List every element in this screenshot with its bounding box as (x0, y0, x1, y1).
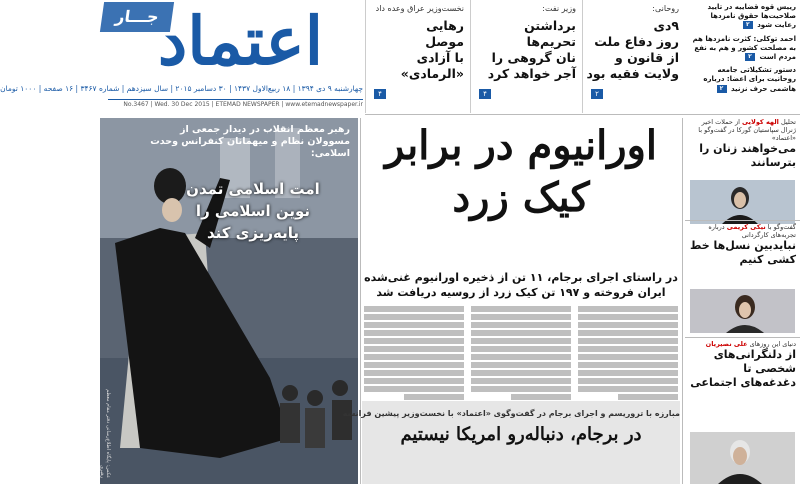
page-number-icon: ۲ (591, 89, 603, 99)
brief-item[interactable]: رییس قوه قضاییه در تایید صلاحیت‌ها حقوق نامزدها رعایت شود ۲ (707, 3, 796, 30)
bottom-kicker: مبارزه با تروریسم و اجرای برجام در گفت‌وگوی «اعتماد» با نخست‌وزیر پیشین فرانسه (342, 409, 680, 418)
story-author: نیکی کریمی (726, 223, 766, 231)
teaser-kicker: وزیر نفت: (542, 4, 576, 13)
teaser-line: برداشتن (524, 18, 576, 33)
portrait-image (690, 289, 795, 333)
teaser-kicker: روحانی: (652, 4, 679, 13)
right-story[interactable] (685, 118, 800, 218)
story-author: علی نصیریان (705, 340, 748, 348)
column-divider (682, 118, 683, 484)
story-headline: از دلنگرانی‌های شخصی تا دغدغه‌های اجتماعی (690, 348, 796, 389)
body-column (471, 306, 571, 416)
body-column (364, 306, 464, 416)
lead-photo[interactable] (100, 118, 358, 484)
teaser-rouhani[interactable] (582, 0, 685, 113)
teaser-line: با آزادی (416, 50, 464, 65)
page-number-icon: ۲ (743, 21, 753, 29)
teaser-line: ولایت فقیه بود (586, 66, 679, 81)
story-headline: می‌خواهند زنان را بترسانند (699, 142, 796, 169)
portrait-image (690, 180, 795, 224)
page-number-icon: ۴ (479, 89, 491, 99)
main-body-text (342, 306, 680, 418)
teaser-line: از قانون و (614, 50, 679, 65)
main-story (342, 118, 680, 484)
teaser-ramadi[interactable] (365, 0, 470, 113)
photo-headline[interactable]: امت اسلامی تمدن نوین اسلامی را پایه‌ریزی کند (186, 180, 320, 242)
photo-credit: عکس: پایگاه اطلاع‌رسانی دفتر مقام معظم رهبری (99, 388, 111, 478)
story-kicker: گفت‌وگو با نیکی کریمی درباره تجربه‌های کارگردانی (708, 223, 796, 239)
photo-caption: رهبر معظم انقلاب در دیدار جمعی از مسوولان نظام و میهمانان کنفرانس وحدت اسلامی: (150, 124, 350, 159)
teaser-kicker: نخست‌وزیر عراق وعده داد (375, 4, 464, 13)
brief-item[interactable]: احمد توکلی: کثرت نامزدها هم به مصلحت کشور و هم به نفع مردم است ۲ (692, 34, 796, 62)
teaser-line: موصل (425, 34, 464, 49)
teaser-line: روز دفاع ملت (594, 34, 679, 49)
bottom-headline: در برجام، دنباله‌رو امریکا نیستیم (400, 424, 642, 445)
story-kicker: دنیای این روزهای علی نصیریان (705, 340, 796, 348)
main-subhead: در راستای اجرای برجام، ۱۱ تن از ذخیره اورانیوم غنی‌شده ایران فروخته و ۱۹۷ تن کیک زرد از روسیه دریافت شد (364, 271, 678, 299)
right-story[interactable] (685, 340, 800, 484)
masthead (0, 0, 800, 115)
teaser-line: ۹دی (653, 18, 679, 33)
teaser-oil-minister[interactable] (470, 0, 582, 113)
teaser-line: رهایی (426, 18, 464, 33)
divider (685, 337, 800, 338)
story-kicker: تحلیل الهه کولایی از حملات اخیر ژنرال سپاستیان گورکا در گفت‌وگو با «اعتماد» (698, 118, 796, 142)
body-column (578, 306, 678, 416)
story-headline: نبایدبین نسل‌ها خط کشی کنیم (689, 239, 796, 266)
page-number-icon: ۲ (717, 85, 727, 93)
story-author: الهه کولایی (741, 118, 779, 126)
teaser-line: تحریم‌ها (526, 34, 576, 49)
date-line: چهارشنبه ۹ دی ۱۳۹۴ | ۱۸ ربیع‌الاول ۱۴۳۷ | ۳۰ دسامبر ۲۰۱۵ | سال سیزدهم | شماره ۳۴۶۷ | ۱۶ صفحه | ۱۰۰۰ تومان (0, 84, 363, 93)
bottom-story[interactable] (342, 401, 680, 484)
page-number-icon: ۴ (374, 89, 386, 99)
main-headline[interactable]: اورانیوم در برابر کیک زرد (385, 122, 657, 221)
right-story[interactable] (685, 223, 800, 335)
leader-photo-illustration (100, 118, 358, 484)
jar-tag: جـــار (100, 2, 174, 32)
teaser-line: «الرمادی» (400, 66, 464, 81)
brief-item[interactable]: دستور تشکیلاتی جامعه روحانیت برای اعضا: درباره هاشمی حرف نزنید ۲ (703, 66, 796, 93)
newspaper-logo[interactable]: اعتماد (157, 2, 324, 80)
teaser-line: نان گروهی را (491, 50, 576, 65)
briefs-column (685, 0, 800, 113)
column-divider (360, 118, 361, 484)
page-number-icon: ۲ (745, 53, 755, 61)
logo-area (0, 0, 365, 115)
portrait-image (690, 432, 795, 484)
teaser-line: آجر خواهد کرد (487, 66, 576, 81)
issue-line: No.3467 | Wed. 30 Dec 2015 | ETEMAD NEWSPAPER | www.etemadnewspaper.ir (108, 99, 363, 111)
divider (685, 220, 800, 221)
right-column (685, 118, 800, 484)
